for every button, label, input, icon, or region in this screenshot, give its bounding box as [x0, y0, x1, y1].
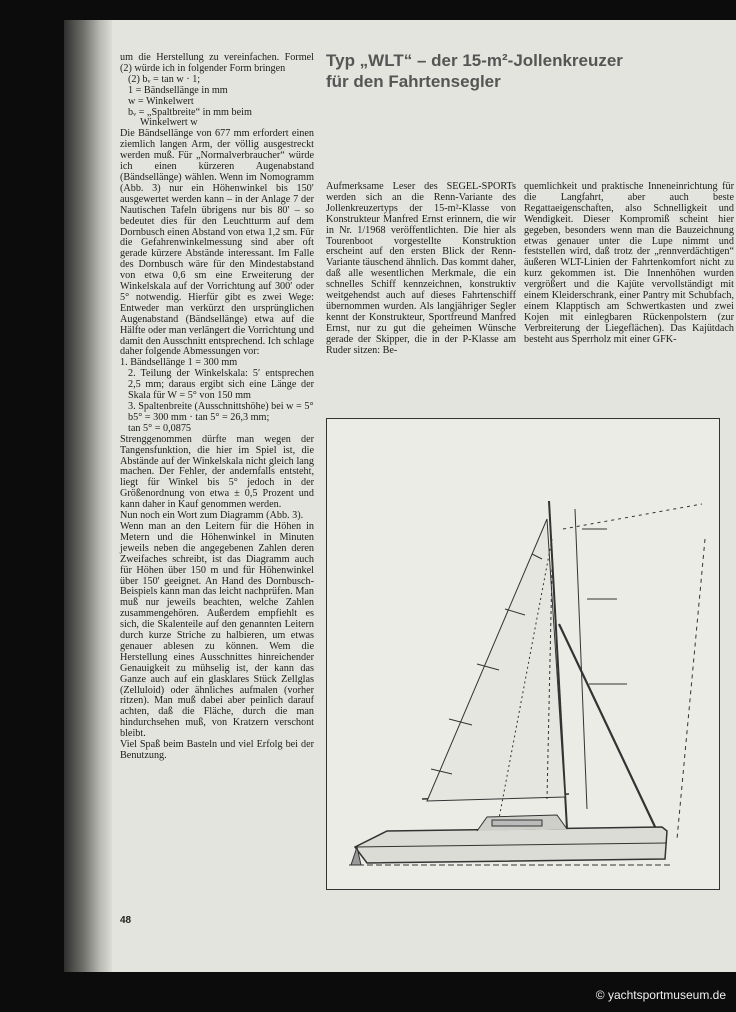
book-binding-shadow — [64, 20, 112, 972]
page-number: 48 — [120, 915, 132, 926]
sail-plan-drawing — [326, 418, 720, 890]
left-paragraph: bᵥ = „Spaltbreite“ in mm beim — [128, 106, 252, 118]
left-paragraph: 3. Spaltenbreite (Ausschnittshöhe) bei w = 5° — [128, 401, 314, 412]
watermark: © yachtsportmuseum.de — [595, 988, 726, 1002]
spinnaker-line — [677, 539, 705, 839]
left-paragraph: 2. Teilung der Winkelskala: 5′ entsprechen 2,5 mm; daraus ergibt sich eine Länge der Skala für W = 5° von 150 mm — [128, 368, 314, 402]
mainsail — [427, 519, 565, 801]
title-line-2: für den Fahrtensegler — [326, 72, 501, 91]
sail-plan-svg — [327, 419, 719, 889]
cabin-window — [492, 820, 542, 826]
left-paragraph: b5° = 300 mm · tan 5° = 26,3 mm; — [128, 411, 270, 423]
middle-text-column — [326, 182, 516, 357]
left-paragraph: 1 = Bändsellänge in mm — [128, 84, 228, 96]
dimension-line — [575, 509, 587, 809]
title-line-1: Typ „WLT“ – der 15-m²-Jollenkreuzer — [326, 51, 623, 70]
left-text-column — [120, 53, 314, 762]
right-paragraph: quemlichkeit und praktische Inneneinrichtung für die Langfahrt, aber auch beste Regattaeigenschaften, also Schnelligkeit und Wendigkeit. Dieser Kompromiß scheint hier gegeben, besonders wenn man die Bauzeichnung etwas genauer unter die Lupe nimmt und feststellen wird, daß trotz der „rennverdächtigen“ äußeren WLT-Linien der Fahrtenkomfort nicht zu kurz gekommen ist. Die Innenhöhen wurden vergrößert und die Kajüte vervollständigt mit einem Kleiderschrank, einer Pantry mit Schubfach, einem Klapptisch am Schwertkasten und zwei Kojen mit einlegbaren Rückenpolstern (zur Verbreiterung der Liegeflächen). Das Kajütdach besteht aus Sperrholz mit einer GFK- — [524, 181, 734, 345]
left-paragraph: Viel Spaß beim Basteln und viel Erfolg bei der Benutzung. — [120, 739, 314, 761]
forestay — [559, 624, 657, 831]
left-paragraph: Strenggenommen dürfte man wegen der Tangensfunktion, die hier im Spiel ist, die Abstände auf der Winkelskala nicht gleich lang machen. Der Fehler, der andernfalls entsteht, liegt für Winkel bis 5° jedoch in der Größenordnung von etwa ± 0,5 Prozent und kann daher in Kauf genommen werden. — [120, 433, 314, 511]
left-paragraph: tan 5° = 0,0875 — [128, 422, 192, 434]
left-paragraph: (2) bᵥ = tan w · 1; — [128, 73, 201, 85]
backstay-dashed — [563, 504, 702, 529]
article-title — [326, 50, 726, 92]
middle-paragraph: Aufmerksame Leser des SEGEL-SPORTs werden sich an die Renn-Variante des Jollenkreuzertyps der 15-m²-Klasse von Konstrukteur Manfred Ernst erinnern, die wir in Nr. 1/1968 veröffentlichten. Die hier als Tourenboot vorgestellte Konstruktion erscheint auf den ersten Blick der Renn-Variante täuschend ähnlich. Das kommt daher, daß alle wesentlichen Merkmale, die ein schnelles Schiff kennzeichnen, konstruktiv weitgehendst auch auf dieses Fahrtenschiff übernommen wurden. Als langjähriger Segler kennt der Konstrukteur, Sportfreund Manfred Ernst, nur zu gut die geheimen Wünsche gerade der Skipper, die in der P-Klasse am Ruder sitzen: Be- — [326, 181, 516, 356]
left-paragraph: Wenn man an den Leitern für die Höhen in Metern und die Höhenwinkel in Minuten jeweils neben die angegebenen Zahlen deren Zweifaches schreibt, ist das Diagramm auch für Höhen über 150 m und für Höhenwinkel über 150′ geeignet. An Hand des Dornbusch-Beispiels kann man das leicht nachprüfen. Man muß nur jeweils beachten, welche Zahlen zusammengehören. Außerdem empfiehlt es sich, die Skalenteile auf den genannten Leitern durch kurze Striche zu halbieren, um etwas genauer ablesen zu können. Wem die Herstellung eines Ausschnittes hinreichender Genauigkeit zu mühselig ist, der kann das Ganze auch auf ein glasklares Stück Zellglas (Zelluloid) oder ähnliches aufmalen (vorher ritzen). Man muß dabei aber peinlich darauf achten, daß die Fläche, durch die man hindurchsehen muß, von Kratzern verschont bleibt. — [120, 520, 314, 740]
left-paragraph: Winkelwert w — [140, 117, 198, 129]
left-paragraph: um die Herstellung zu vereinfachen. Formel (2) würde ich in folgender Form bringen — [120, 52, 314, 74]
left-paragraph: 1. Bändsellänge 1 = 300 mm — [120, 357, 238, 369]
left-paragraph: Nun noch ein Wort zum Diagramm (Abb. 3). — [120, 510, 304, 522]
magazine-page — [64, 20, 736, 972]
left-paragraph: w = Winkelwert — [128, 95, 194, 107]
left-paragraph: Die Bändsellänge von 677 mm erfordert einen ziemlich langen Arm, der völlig ausgestreckt werden muß. Für „Normalverbraucher“ würde ich einen kürzeren Augenabstand (Bändsellänge) wählen. Wenn im Nomogramm (Abb. 3) nur ein Höhenwinkel bis 150′ ausgewertet werden kann – in der Anlage 7 der Nautischen Tafeln übrigens nur bis 80′ – so bedeutet dies für den Leuchtturm auf dem Dornbusch einen Abstand von etwa 1,2 sm. Für die Gefahrenwinkelmessung sind aber oft gerade kürzere Abstände interessant. Im Falle des Dornbusch wäre für den Mindestabstand von etwa 0,6 sm eine Erweiterung der Winkelskala auf der Vorrichtung auf 300′ oder 5° notwendig. Hierfür gibt es zwei Wege: Entweder man verkürzt den ursprünglichen Augenabstand (Bändsellänge) etwa auf die Hälfte oder man verlängert die Vorrichtung und damit den Ausschnitt entsprechend. Ich schlage daher folgende Abmessungen vor: — [120, 128, 314, 358]
right-text-column — [524, 182, 734, 346]
